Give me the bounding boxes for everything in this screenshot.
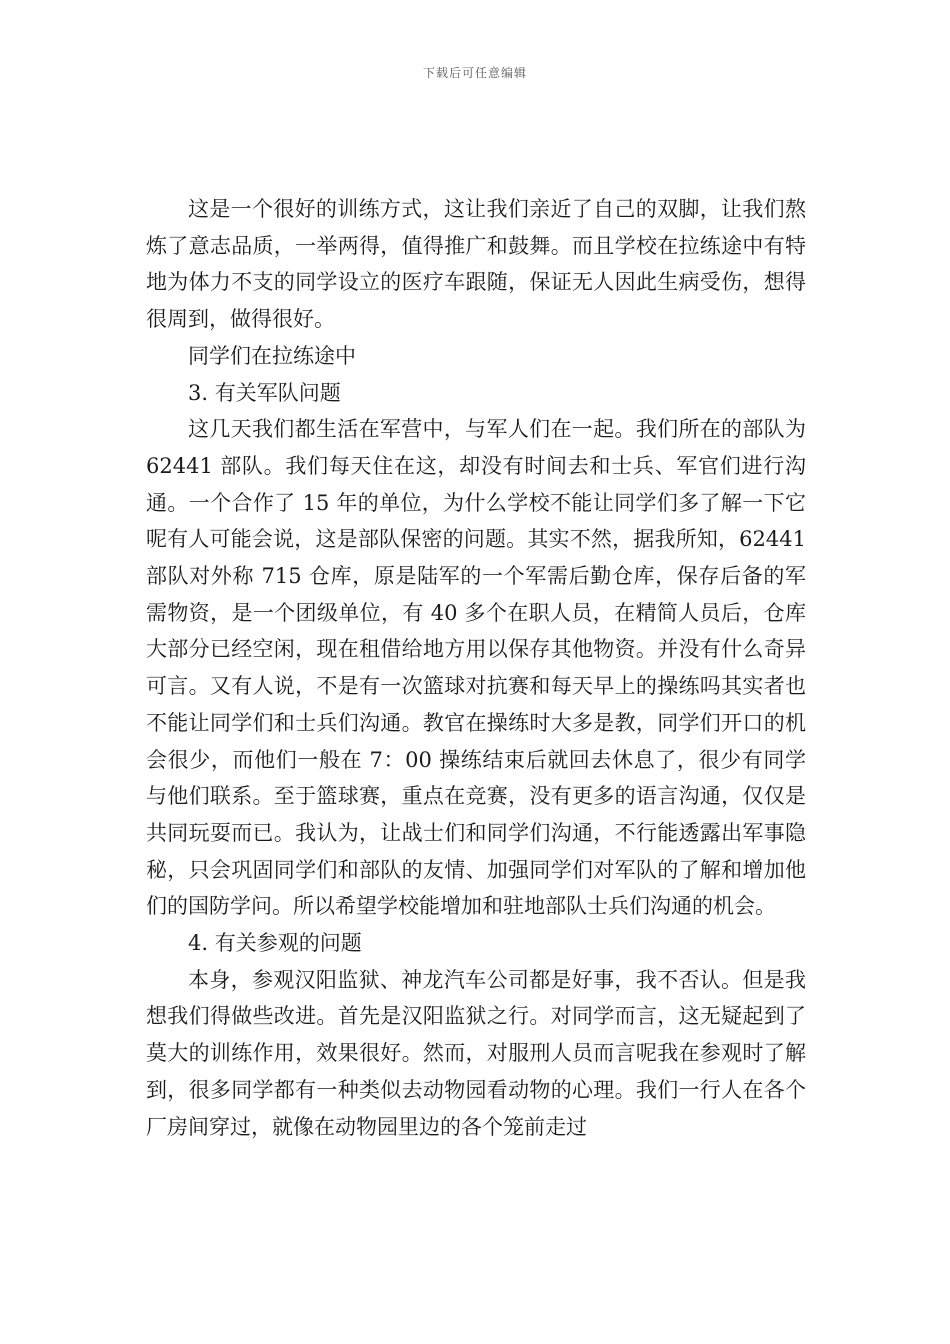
paragraph-military-issue: 这几天我们都生活在军营中，与军人们在一起。我们所在的部队为 62441 部队。我们每天住在这，却没有时间去和士兵、军官们进行沟通。一个合作了 15 年的单位，为什么学校不能让同学们多了解一下它呢有人可能会说，这是部队保密的问题。其实不然，据我所知，62441 部队对外称 715 仓库，原是陆军的一个军需后勤仓库，保存后备的军需物资，是一个团级单位，有 40 多个在职人员，在精简人员后，仓库大部分已经空闲，现在租借给地方用以保存其他物资。并没有什么奇异可言。又有人说，不是有一次篮球对抗赛和每天早上的操练吗其实者也不能让同学们和士兵们沟通。教官在操练时大多是教，同学们开口的机会很少，而他们一般在 7：00 操练结束后就回去休息了，很少有同学与他们联系。至于篮球赛，重点在竞赛，没有更多的语言沟通，仅仅是共同玩耍而已。我认为，让战士们和同学们沟通，不行能透露出军事隐秘，只会巩固同学们和部队的友情、加强同学们对军队的了解和增加他们的国防学问。所以希望学校能增加和驻地部队士兵们沟通的机会。 — [146, 417, 806, 919]
paragraph-caption-training-route: 同学们在拉练途中 — [188, 343, 356, 368]
paragraph-visit-issue: 本身，参观汉阳监狱、神龙汽车公司都是好事，我不否认。但是我想我们得做些改进。首先是汉阳监狱之行。对同学而言，这无疑起到了莫大的训练作用，效果很好。然而，对服刑人员而言呢我在参观时了解到，很多同学都有一种类似去动物园看动物的心理。我们一行人在各个厂房间穿过，就像在动物园里边的各个笼前走过 — [146, 967, 806, 1139]
document-body — [146, 191, 806, 1145]
section-heading-visit: 4. 有关参观的问题 — [188, 931, 362, 956]
page-header: 下载后可任意编辑 — [422, 66, 527, 80]
section-heading-military: 3. 有关军队问题 — [188, 380, 341, 405]
paragraph-training-method: 这是一个很好的训练方式，这让我们亲近了自己的双脚，让我们熬炼了意志品质，一举两得，值得推广和鼓舞。而且学校在拉练途中有特地为体力不支的同学设立的医疗车跟随，保证无人因此生病受伤，想得很周到，做得很好。 — [146, 197, 806, 332]
